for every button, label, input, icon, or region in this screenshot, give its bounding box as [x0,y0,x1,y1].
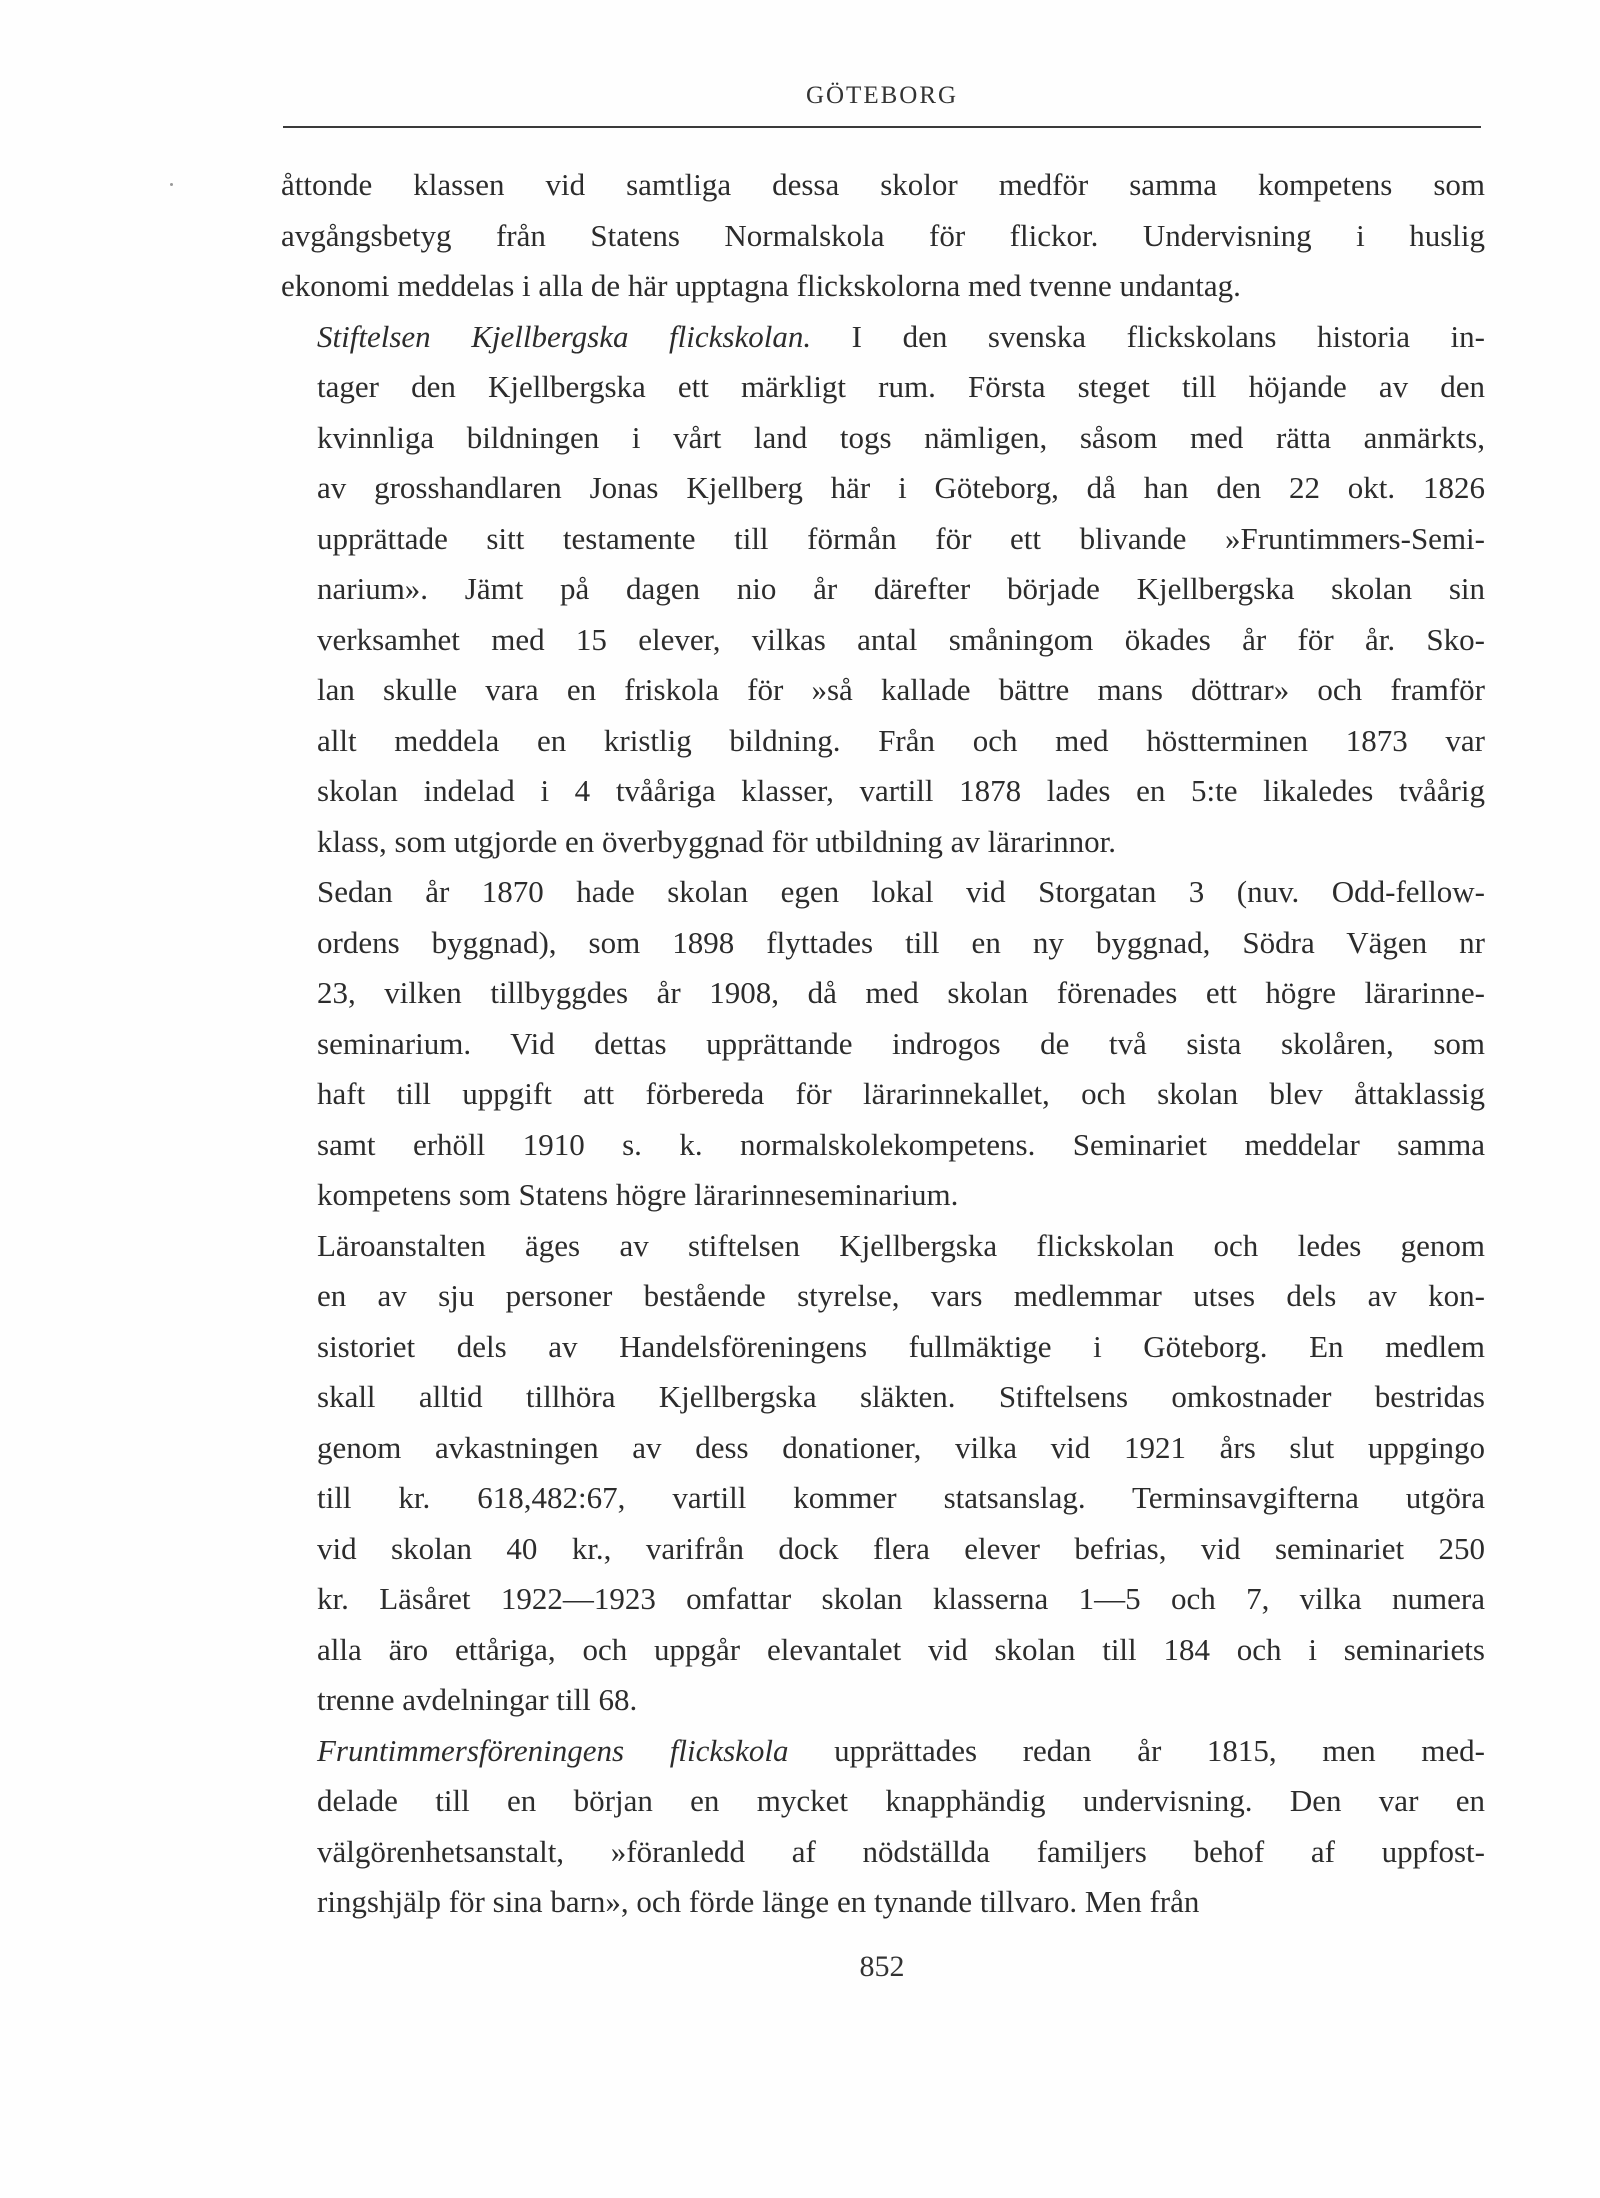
line-text: till kr. 618,482:67, vartill kommer statsanslag. Terminsavgifterna utgöra [317,1480,1485,1515]
text-line [281,1726,1485,1777]
text-line [281,1827,1485,1878]
text-line [281,665,1485,716]
text-line [281,413,1485,464]
page-number: 852 [859,1950,905,1983]
text-line [281,564,1485,615]
line-text: narium». Jämt på dagen nio år därefter började Kjellbergska skolan sin [317,571,1485,606]
line-text: vid skolan 40 kr., varifrån dock flera elever befrias, vid seminariet 250 [317,1530,1485,1566]
line-text: seminarium. Vid dettas upprättande indrogos de två sista skolåren, som [317,1025,1485,1061]
line-text: upprättade sitt testamente till förmån för ett blivande »Fruntimmers-Semi- [317,520,1485,556]
line-text: 23, vilken tillbyggdes år 1908, då med skolan förenades ett högre lärarinne- [317,975,1485,1010]
paragraph [281,1221,1485,1726]
line-text: ringshjälp för sina barn», och förde länge en tynande tillvaro. Men från [317,1884,1200,1919]
text-line [281,160,1485,211]
running-title: GÖTEBORG [805,82,959,109]
text-line [281,1524,1485,1575]
text-line [281,1372,1485,1423]
text-line [281,1120,1485,1171]
text-line [281,1423,1485,1474]
header-rule [283,126,1481,128]
text-line [281,362,1485,413]
text-line [281,463,1485,514]
line-text: haft till uppgift att förbereda för lärarinnekallet, och skolan blev åttaklassig [317,1076,1485,1111]
text-line [281,615,1485,666]
paragraph [281,312,1485,868]
line-text: sistoriet dels av Handelsföreningens fullmäktige i Göteborg. En medlem [317,1328,1485,1364]
line-text: välgörenhetsanstalt, »föranledd af nödställda familjers behof af uppfost- [317,1833,1485,1869]
text-line [281,766,1485,817]
text-line [281,918,1485,969]
text-line [281,261,1485,312]
text-line [281,1271,1485,1322]
line-text: skolan indelad i 4 tvååriga klasser, vartill 1878 lades en 5:te likaledes tvåårig [317,773,1485,808]
text-line [281,1170,1485,1221]
line-text: tager den Kjellbergska ett märkligt rum. Första steget till höjande av den [317,369,1485,404]
line-text: en av sju personer bestående styrelse, vars medlemmar utses dels av kon- [317,1278,1485,1313]
text-line [281,312,1485,363]
margin-speck [170,183,173,186]
line-text: kvinnliga bildningen i vårt land togs nämligen, såsom med rätta anmärkts, [317,419,1485,455]
line-text: delade till en början en mycket knapphändig undervisning. Den var en [317,1783,1485,1818]
text-line [281,968,1485,1019]
paragraph-lead: Fruntimmersföreningens flickskola [317,1732,789,1768]
text-line [281,1473,1485,1524]
text-line [281,716,1485,767]
line-text: Läroanstalten äges av stiftelsen Kjellbergska flickskolan och ledes genom [317,1227,1485,1263]
line-text: klass, som utgjorde en överbyggnad för utbildning av lärarinnor. [317,823,1116,859]
line-text: verksamhet med 15 elever, vilkas antal småningom ökades år för år. Sko- [317,621,1485,657]
text-line [281,211,1485,262]
text-line [281,1877,1485,1928]
line-text: skall alltid tillhöra Kjellbergska släkten. Stiftelsens omkostnader bestridas [317,1379,1485,1414]
line-text: Sedan år 1870 hade skolan egen lokal vid Storgatan 3 (nuv. Odd-fellow- [317,874,1485,909]
line-text: lan skulle vara en friskola för »så kallade bättre mans döttrar» och framför [317,672,1485,707]
body-text [281,160,1485,1928]
line-text: upprättades redan år 1815, men med- [788,1732,1485,1768]
paragraph-lead: Stiftelsen Kjellbergska flickskolan. [317,318,812,354]
text-line [281,817,1485,868]
text-line [281,514,1485,565]
line-text: åttonde klassen vid samtliga dessa skolor medför samma kompetens som [281,167,1485,202]
line-text: kompetens som Statens högre lärarinneseminarium. [317,1177,959,1212]
text-line [281,1322,1485,1373]
paragraph [281,1726,1485,1928]
text-line [281,1574,1485,1625]
line-text: ekonomi meddelas i alla de här upptagna flickskolorna med tvenne undantag. [281,268,1241,303]
line-text: kr. Läsåret 1922—1923 omfattar skolan klasserna 1—5 och 7, vilka numera [317,1581,1485,1616]
line-text: ordens byggnad), som 1898 flyttades till en ny byggnad, Södra Vägen nr [317,924,1485,960]
line-text: trenne avdelningar till 68. [317,1682,638,1717]
line-text: I den svenska flickskolans historia in- [811,318,1485,354]
line-text: samt erhöll 1910 s. k. normalskolekompetens. Seminariet meddelar samma [317,1126,1485,1162]
text-line [281,1776,1485,1827]
paragraph [281,160,1485,312]
text-line [281,1625,1485,1676]
line-text: alla äro ettåriga, och uppgår elevantalet vid skolan till 184 och i seminariets [317,1631,1485,1667]
text-line [281,1221,1485,1272]
text-line [281,867,1485,918]
text-line [281,1019,1485,1070]
line-text: genom avkastningen av dess donationer, vilka vid 1921 års slut uppgingo [317,1429,1485,1465]
text-line [281,1675,1485,1726]
paragraph [281,867,1485,1221]
text-line [281,1069,1485,1120]
line-text: av grosshandlaren Jonas Kjellberg här i Göteborg, då han den 22 okt. 1826 [317,470,1485,505]
line-text: avgångsbetyg från Statens Normalskola för flickor. Undervisning i huslig [281,217,1485,253]
line-text: allt meddela en kristlig bildning. Från och med höstterminen 1873 var [317,722,1485,758]
